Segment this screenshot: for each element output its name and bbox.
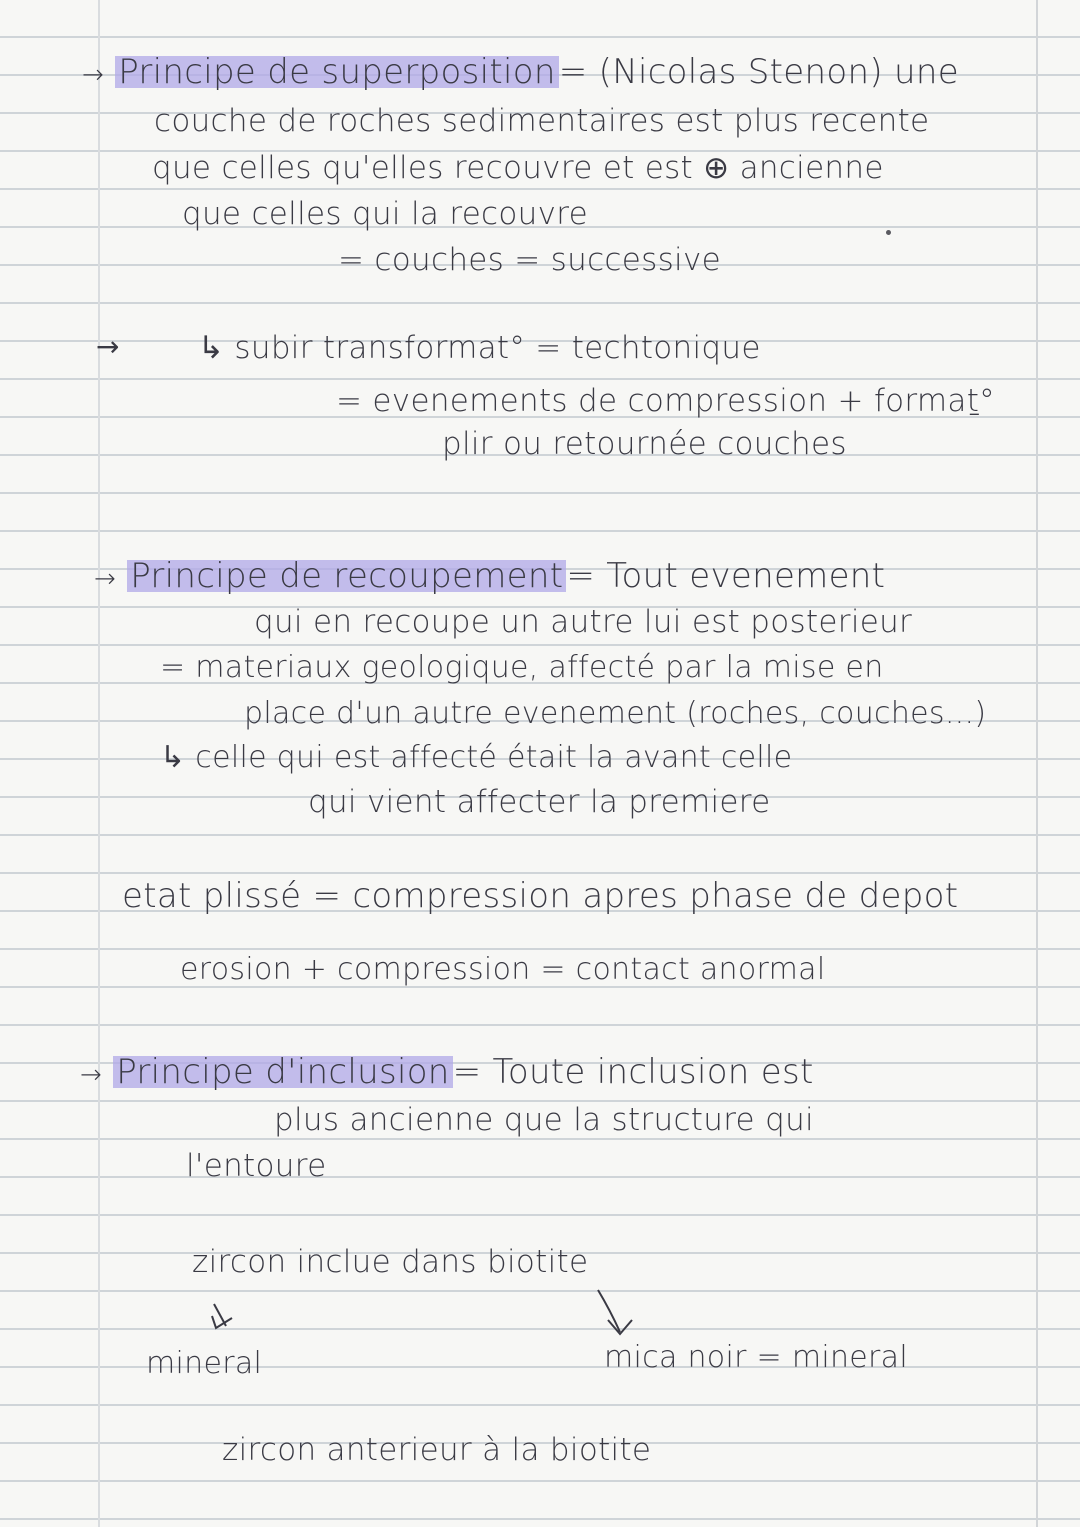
arrow-icon: → — [96, 330, 120, 363]
mineral-label: mineral — [146, 1346, 263, 1381]
inclusion-line-3: l'entoure — [186, 1148, 327, 1184]
superposition-line-5: = couches = successive — [338, 242, 721, 278]
plisse-line: etat plissé = compression apres phase de depot — [122, 876, 959, 916]
recoupement-line-6: qui vient affecter la premiere — [308, 784, 771, 820]
arrow-icon: → — [80, 1060, 103, 1090]
recoupement-heading: Principe de recoupement — [127, 556, 566, 596]
inclusion-heading: Principe d'inclusion — [113, 1052, 452, 1092]
recoupement-line-4: place d'un autre evenement (roches, couches...) — [244, 696, 987, 731]
recoupement-line-2: qui en recoupe un autre lui est posterieur — [254, 604, 913, 640]
zircon-anterieur-line: zircon anterieur à la biotite — [222, 1432, 652, 1468]
recoupement-line-3: = materiaux geologique, affecté par la mise en — [160, 650, 884, 685]
inclusion-line-2: plus ancienne que la structure qui — [274, 1102, 814, 1138]
contact-anormal-line: erosion + compression = contact anormal — [180, 952, 826, 987]
superposition-heading: Principe de superposition — [115, 52, 559, 92]
tectonic-line-3: plir ou retournée couches — [442, 426, 847, 462]
superposition-line-3: que celles qu'elles recouvre et est ⊕ ancienne — [152, 150, 884, 186]
zircon-inclusion-line: zircon inclue dans biotite — [192, 1244, 589, 1280]
superposition-line-2: couche de roches sedimentaires est plus recente — [154, 103, 930, 139]
recoupement-line-5: ↳ celle qui est affecté était la avant celle — [160, 740, 793, 775]
down-arrow-icon — [212, 1304, 232, 1328]
superposition-definition-start: = (Nicolas Stenon) une — [558, 52, 959, 92]
inclusion-definition-start: = Toute inclusion est — [452, 1052, 814, 1092]
tectonic-line-1: ↳ subir transformat° = techtonique — [198, 330, 761, 366]
recoupement-definition-start: = Tout evenement — [566, 556, 886, 596]
arrow-icon: → — [94, 564, 117, 594]
tectonic-line-2: = evenements de compression + formaṯ° — [336, 383, 995, 419]
mica-noir-label: mica noir = mineral — [604, 1340, 909, 1375]
arrow-icon: → — [82, 60, 105, 90]
superposition-line-4: que celles qui la recouvre — [182, 196, 589, 232]
down-arrow-icon — [598, 1290, 632, 1334]
